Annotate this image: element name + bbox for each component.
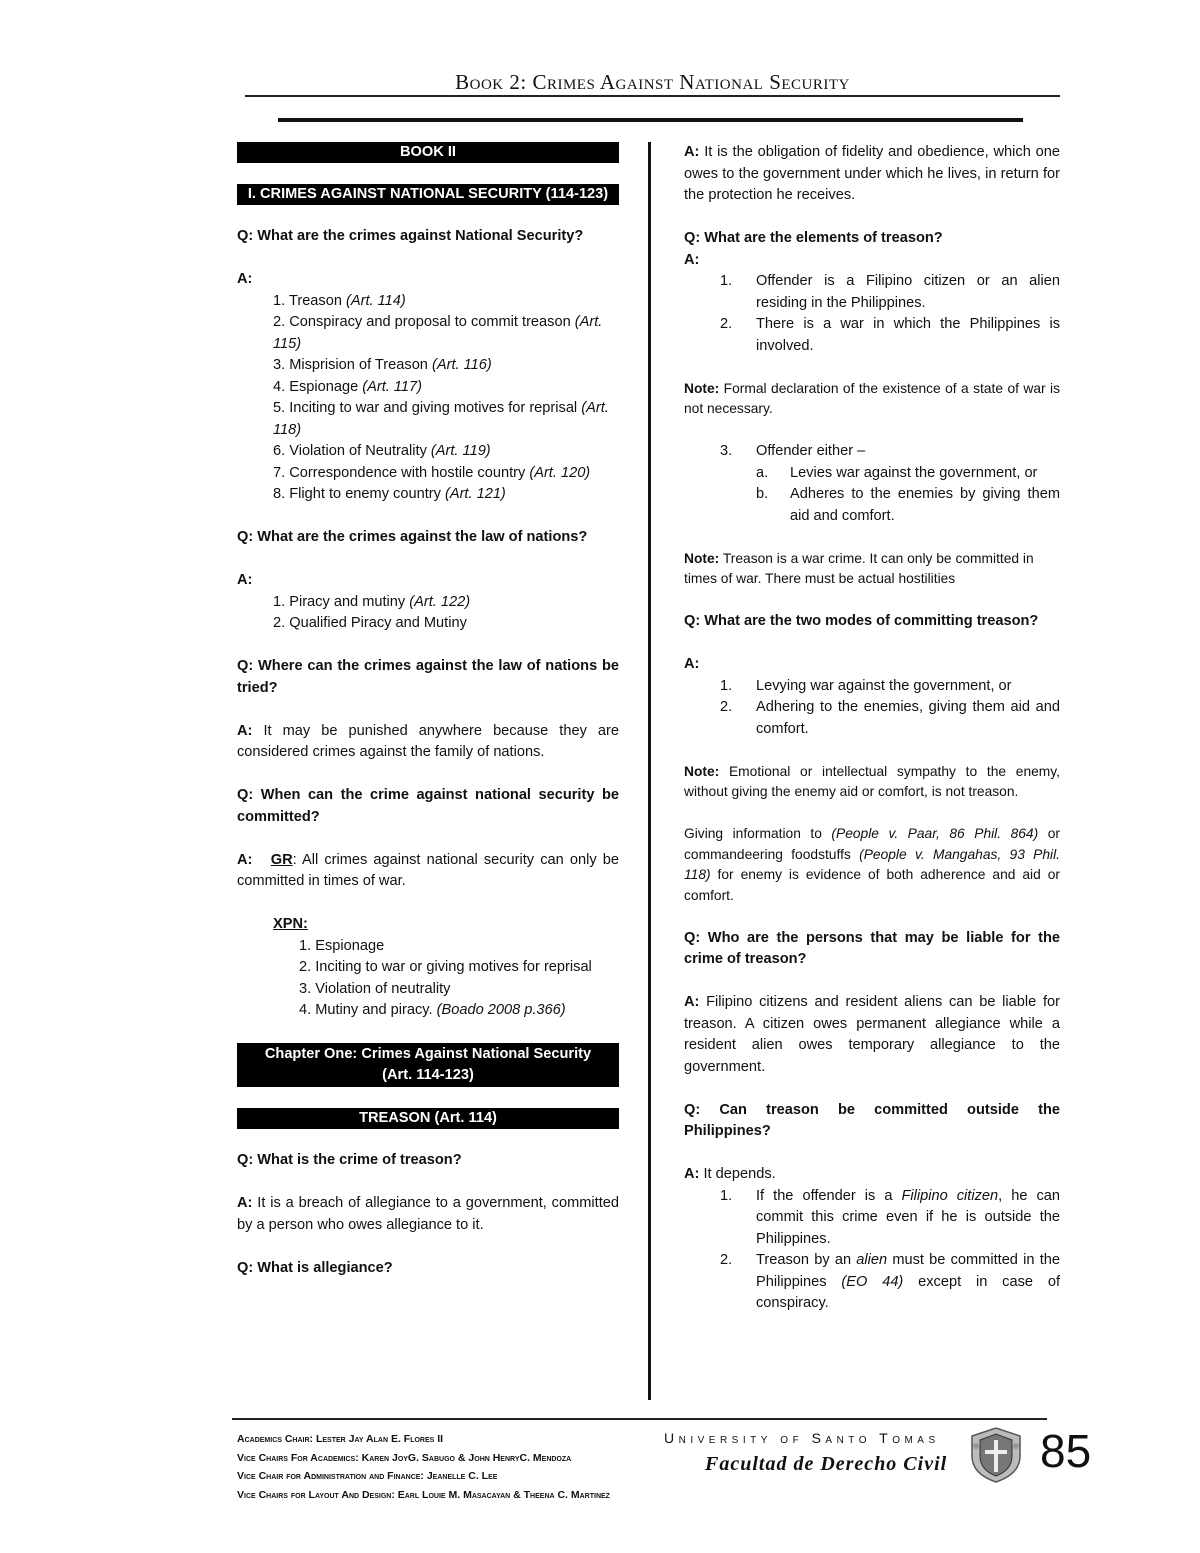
footer-credits (237, 1430, 610, 1504)
university-seal-icon (968, 1426, 1024, 1484)
credit-line: Vice Chairs for Layout And Design: Earl Louie M. Masacayan & Theena C. Martinez (237, 1488, 610, 1501)
list-item: b. Adheres to the enemies by giving them aid and comfort. (756, 486, 1060, 524)
question-crime-of-treason: Q: What is the crime of treason? (237, 1152, 462, 1168)
right-column (684, 142, 1060, 1336)
list-item: 2. Inciting to war or giving motives for reprisal (299, 959, 592, 975)
question-outside-philippines: Q: Can treason be committed outside the Philippines? (684, 1101, 1060, 1139)
answer-label: A: (237, 271, 253, 287)
note-sympathy: Note: Emotional or intellectual sympathy to the enemy, without giving the enemy aid or comfort, is not treason. (684, 763, 1060, 799)
question-allegiance: Q: What is allegiance? (237, 1259, 393, 1276)
answer-label: A: (237, 572, 253, 588)
page-number: 85 (1040, 1425, 1092, 1477)
xpn-label: XPN: (273, 916, 308, 932)
law-of-nations-list (237, 592, 619, 635)
answer-crime-of-treason: A: It is a breach of allegiance to a government, committed by a person who owes allegiance to it. (237, 1195, 619, 1233)
question-where-tried: Q: Where can the crimes against the law of nations be tried? (237, 658, 619, 696)
footer-rule (232, 1418, 1047, 1420)
answer-persons-liable: A: Filipino citizens and resident aliens can be liable for treason. A citizen owes permanent allegiance while a resident alien owes temporary allegiance to the government. (684, 994, 1060, 1075)
elements-list (684, 271, 1060, 357)
answer-when-committed: A: GR: All crimes against national security can only be committed in times of war. (237, 851, 619, 889)
question-crimes-national-security: Q: What are the crimes against National Security? (237, 228, 584, 244)
list-item: 3. Violation of neutrality (299, 980, 451, 997)
section-heading-bar: I. CRIMES AGAINST NATIONAL SECURITY (114-123) (237, 184, 619, 205)
list-item: 5. Inciting to war and giving motives for reprisal (Art. 118) (273, 400, 609, 438)
credit-line: Academics Chair: Lester Jay Alan E. Flores II (237, 1433, 444, 1445)
chapter-heading-bar: Chapter One: Crimes Against National Security (Art. 114-123) (237, 1043, 619, 1087)
page-header-title: Book 2: Crimes Against National Security (455, 70, 850, 94)
list-item: 1. If the offender is a Filipino citizen, he can commit this crime even if he is outside the Philippines. (720, 1187, 1060, 1247)
list-item: a. Levies war against the government, or (756, 464, 1038, 481)
crimes-list (237, 291, 619, 506)
list-item: 3. Misprision of Treason (Art. 116) (273, 357, 492, 373)
list-item: 7. Correspondence with hostile country (Art. 120) (273, 464, 591, 481)
list-item: 8. Flight to enemy country (Art. 121) (273, 486, 506, 502)
answer-label: A: (684, 251, 700, 268)
list-item: 1. Piracy and mutiny (Art. 122) (273, 593, 471, 610)
header-rule (245, 95, 1060, 97)
list-item: 1. Espionage (299, 937, 385, 954)
question-law-of-nations: Q: What are the crimes against the law of nations? (237, 529, 588, 545)
modes-list (684, 676, 1060, 741)
faculty-name: Facultad de Derecho Civil (705, 1453, 948, 1475)
answer-outside-philippines: A: It depends. (684, 1166, 776, 1182)
note-declaration: Note: Formal declaration of the existence of a state of war is not necessary. (684, 380, 1060, 416)
answer-where-tried: A: It may be punished anywhere because they are considered crimes against the family of nations. (237, 722, 619, 760)
list-item: 4. Mutiny and piracy. (Boado 2008 p.366) (299, 1002, 566, 1018)
list-item: 2. Qualified Piracy and Mutiny (273, 615, 467, 631)
book-heading-bar: BOOK II (237, 142, 619, 163)
list-item: 3. Offender either – (720, 443, 866, 459)
exceptions-block (237, 914, 619, 1022)
list-item: 1. Offender is a Filipino citizen or an alien residing in the Philippines. (720, 273, 1060, 311)
depends-list (684, 1186, 1060, 1315)
question-elements-treason: Q: What are the elements of treason? (684, 230, 943, 246)
list-item: 2. Conspiracy and proposal to commit treason (Art. 115) (273, 314, 603, 352)
giving-information-paragraph: Giving information to (People v. Paar, 86 Phil. 864) or commandeering foodstuffs (People v. Mangahas, 93 Phil. 118) for enemy is evidence of both adherence and aid or comfort. (684, 826, 1061, 903)
list-item: 1. Levying war against the government, or (720, 677, 1012, 694)
list-item: 2. There is a war in which the Philippines is involved. (720, 316, 1060, 354)
list-item: 4. Espionage (Art. 117) (273, 378, 423, 395)
treason-heading-bar: TREASON (Art. 114) (237, 1108, 619, 1129)
credit-line: Vice Chair for Administration and Finance: Jeanelle C. Lee (237, 1470, 498, 1482)
list-item: 1. Treason (Art. 114) (273, 292, 406, 309)
question-when-committed: Q: When can the crime against national security be committed? (237, 787, 619, 825)
column-divider (648, 142, 651, 1400)
element-three (684, 441, 1060, 527)
credit-line: Vice Chairs For Academics: Karen JoyG. Sabugo & John HenryC. Mendoza (237, 1451, 572, 1464)
note-war-crime: Note: Treason is a war crime. It can only be committed in times of war. There must be actual hostilities (684, 550, 1034, 586)
sub-list (756, 463, 1060, 528)
answer-label: A: (684, 656, 700, 672)
question-persons-liable: Q: Who are the persons that may be liable for the crime of treason? (684, 929, 1060, 967)
header-thick-rule (278, 118, 1023, 122)
list-item: 6. Violation of Neutrality (Art. 119) (273, 443, 491, 459)
list-item: 2. Adhering to the enemies, giving them aid and comfort. (720, 699, 1060, 737)
left-column (237, 142, 619, 1301)
university-name: University of Santo Tomas (664, 1430, 940, 1446)
list-item: 2. Treason by an alien must be committed in the Philippines (EO 44) except in case of conspiracy. (720, 1252, 1060, 1311)
question-two-modes: Q: What are the two modes of committing treason? (684, 613, 1039, 629)
answer-allegiance: A: It is the obligation of fidelity and obedience, which one owes to the government under which he lives, in return for the protection he receives. (684, 144, 1060, 203)
